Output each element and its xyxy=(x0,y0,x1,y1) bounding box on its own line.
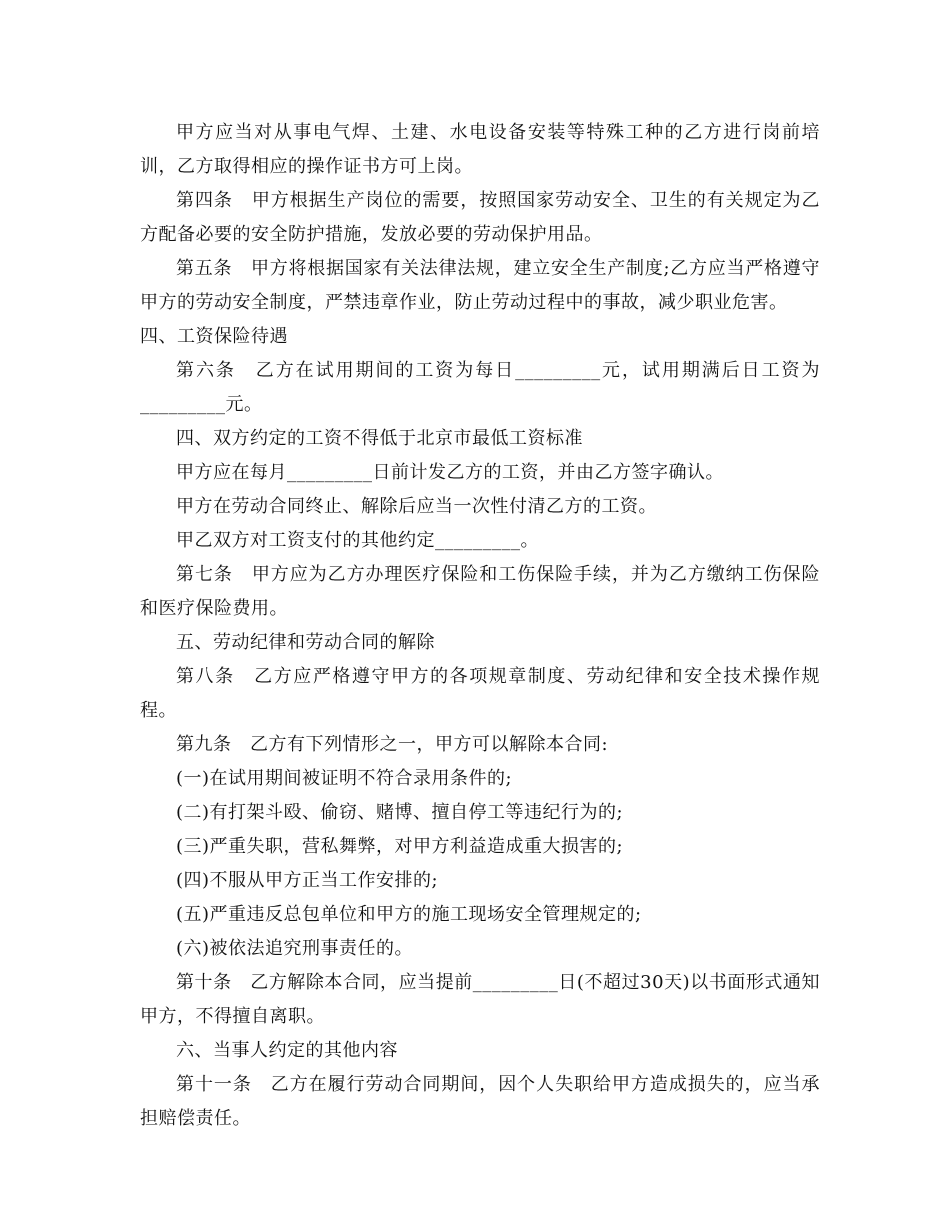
paragraph-article-8: 第八条 乙方应严格遵守甲方的各项规章制度、劳动纪律和安全技术操作规程。 xyxy=(140,666,820,721)
document-body xyxy=(140,116,820,1136)
paragraph-other-pay-terms: 甲乙双方对工资支付的其他约定_________。 xyxy=(176,530,539,551)
paragraph-article-4: 第四条 甲方根据生产岗位的需要，按照国家劳动安全、卫生的有关规定为乙方配备必要的安全防护措施，发放必要的劳动保护用品。 xyxy=(140,190,820,245)
paragraph-article-6: 第六条 乙方在试用期间的工资为每日_________元，试用期满后日工资为_________元。 xyxy=(140,360,820,415)
list-item-termination-5: (五)严重违反总包单位和甲方的施工现场安全管理规定的; xyxy=(176,904,642,925)
list-item-termination-3: (三)严重失职，营私舞弊，对甲方利益造成重大损害的; xyxy=(176,836,624,857)
paragraph-pay-day: 甲方应在每月_________日前计发乙方的工资，并由乙方签字确认。 xyxy=(176,462,724,483)
paragraph-minimum-wage: 四、双方约定的工资不得低于北京市最低工资标准 xyxy=(176,428,583,449)
paragraph-training: 甲方应当对从事电气焊、土建、水电设备安装等特殊工种的乙方进行岗前培训，乙方取得相应的操作证书方可上岗。 xyxy=(140,122,820,177)
list-item-termination-6: (六)被依法追究刑事责任的。 xyxy=(176,938,414,959)
paragraph-article-5: 第五条 甲方将根据国家有关法律法规，建立安全生产制度;乙方应当严格遵守甲方的劳动安全制度，严禁违章作业，防止劳动过程中的事故，减少职业危害。 xyxy=(140,258,820,313)
list-item-termination-1: (一)在试用期间被证明不符合录用条件的; xyxy=(176,768,513,789)
paragraph-final-pay: 甲方在劳动合同终止、解除后应当一次性付清乙方的工资。 xyxy=(176,496,657,517)
paragraph-article-11: 第十一条 乙方在履行劳动合同期间，因个人失职给甲方造成损失的，应当承担赔偿责任。 xyxy=(140,1074,820,1129)
paragraph-article-7: 第七条 甲方应为乙方办理医疗保险和工伤保险手续，并为乙方缴纳工伤保险和医疗保险费用。 xyxy=(140,564,820,619)
paragraph-article-9: 第九条 乙方有下列情形之一，甲方可以解除本合同: xyxy=(176,734,609,755)
section-heading-wages: 四、工资保险待遇 xyxy=(140,326,288,347)
paragraph-article-10: 第十条 乙方解除本合同，应当提前_________日(不超过30天)以书面形式通知甲方，不得擅自离职。 xyxy=(140,972,820,1027)
section-heading-discipline: 五、劳动纪律和劳动合同的解除 xyxy=(176,632,435,653)
list-item-termination-4: (四)不服从甲方正当工作安排的; xyxy=(176,870,439,891)
list-item-termination-2: (二)有打架斗殴、偷窃、赌博、擅自停工等违纪行为的; xyxy=(176,802,624,823)
section-heading-other-terms: 六、当事人约定的其他内容 xyxy=(176,1040,398,1061)
